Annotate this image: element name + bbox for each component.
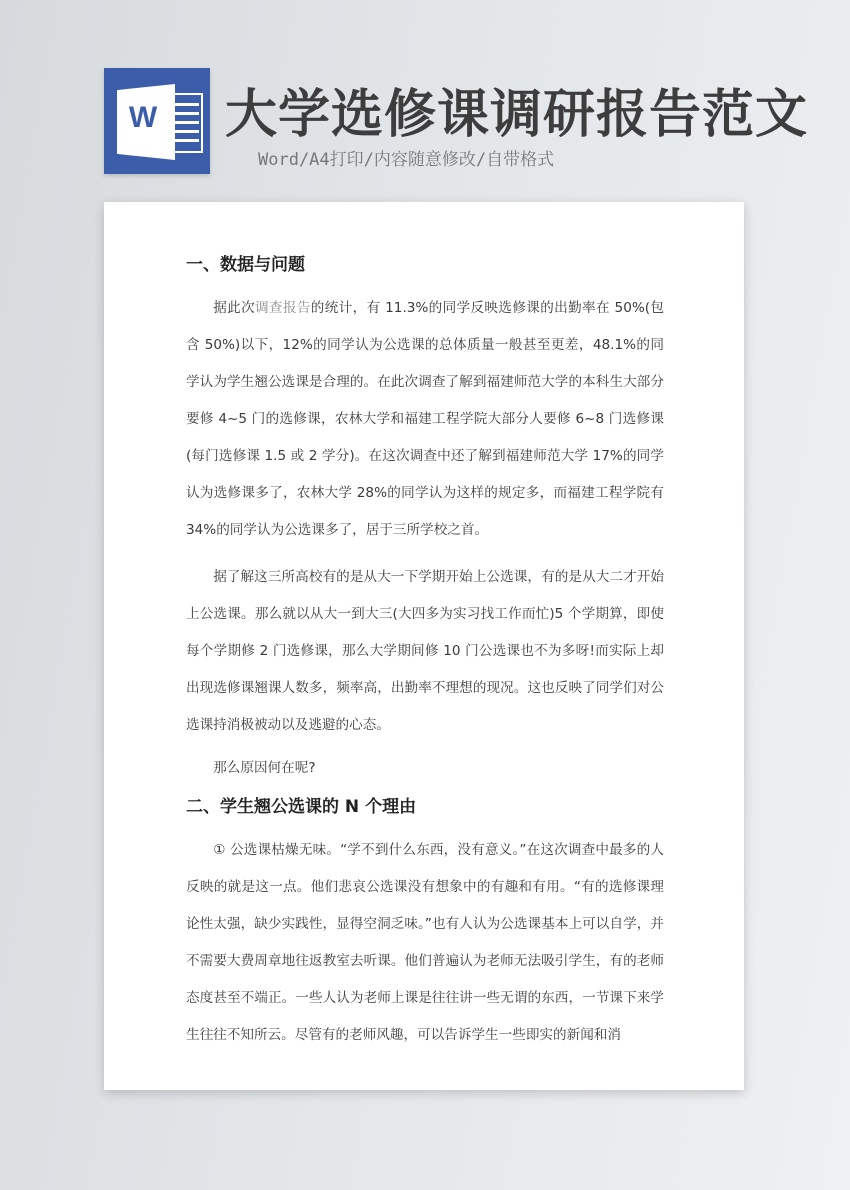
word-w-letter: W (128, 101, 158, 134)
survey-report-link[interactable]: 调查报告 (255, 300, 311, 316)
paragraph-1-text-b: 的统计，有 11.3%的同学反映选修课的出勤率在 50%(包含 50%)以下，12%的同学认为公选课的总体质量一般甚至更差，48.1%的同学认为学生翘公选课是合理的。在此次调查了解到福建师范大学的本科生大部分要修 4~5 门的选修课，农林大学和福建工程学院大部分人要修 6~8 门选修课(每门选修课 1.5 或 2 学分)。在这次调查中还了解到福建师范大学 17%的同学认为选修课多了，农林大学 28%的同学认为这样的规定多，而福建工程学院有 34%的同学认为公选课多了，居于三所学校之首。 (186, 300, 665, 538)
section-heading-1: 一、数据与问题 (186, 255, 305, 275)
doc-line (174, 139, 199, 142)
paragraph-4: ① 公选课枯燥无味。“学不到什么东西，没有意义。”在这次调查中最多的人反映的就是这一点。他们悲哀公选课没有想象中的有趣和有用。“有的选修课理论性太强，缺少实践性，显得空洞乏味。”也有人认为公选课基本上可以自学，并不需要大费周章地往返教室去听课。他们普遍认为老师无法吸引学生，有的老师态度甚至不端正。一些人认为老师上课是往往讲一些无谓的东西，一节课下来学生往往不知所云。尽管有的老师风趣，可以告诉学生一些即实的新闻和消 (186, 842, 664, 1043)
paragraph-3: 那么原因何在呢? (213, 760, 316, 776)
paragraph-1-text-a: 据此次 (213, 300, 256, 316)
paragraph-1 (186, 290, 664, 549)
section-heading-2: 二、学生翘公选课的 N 个理由 (186, 797, 417, 817)
page-title: 大学选修课调研报告范文 (225, 85, 809, 145)
doc-line (174, 121, 199, 124)
document-content (186, 248, 664, 1064)
page-subtitle: Word/A4打印/内容随意修改/自带格式 (258, 150, 555, 170)
doc-line (174, 103, 199, 106)
doc-line (174, 112, 199, 115)
document-page (104, 202, 744, 1090)
paragraph-2: 据了解这三所高校有的是从大一下学期开始上公选课，有的是从大二才开始上公选课。那么就以从大一到大三(大四多为实习找工作而忙)5 个学期算，即使每个学期修 2 门选修课，那么大学期间修 10 门公选课也不为多呀!而实际上却出现选修课翘课人数多，频率高，出勤率不理想的现况。这也反映了同学们对公选课持消极被动以及逃避的心态。 (186, 569, 664, 733)
doc-line (174, 130, 199, 133)
word-document-icon (104, 68, 210, 174)
